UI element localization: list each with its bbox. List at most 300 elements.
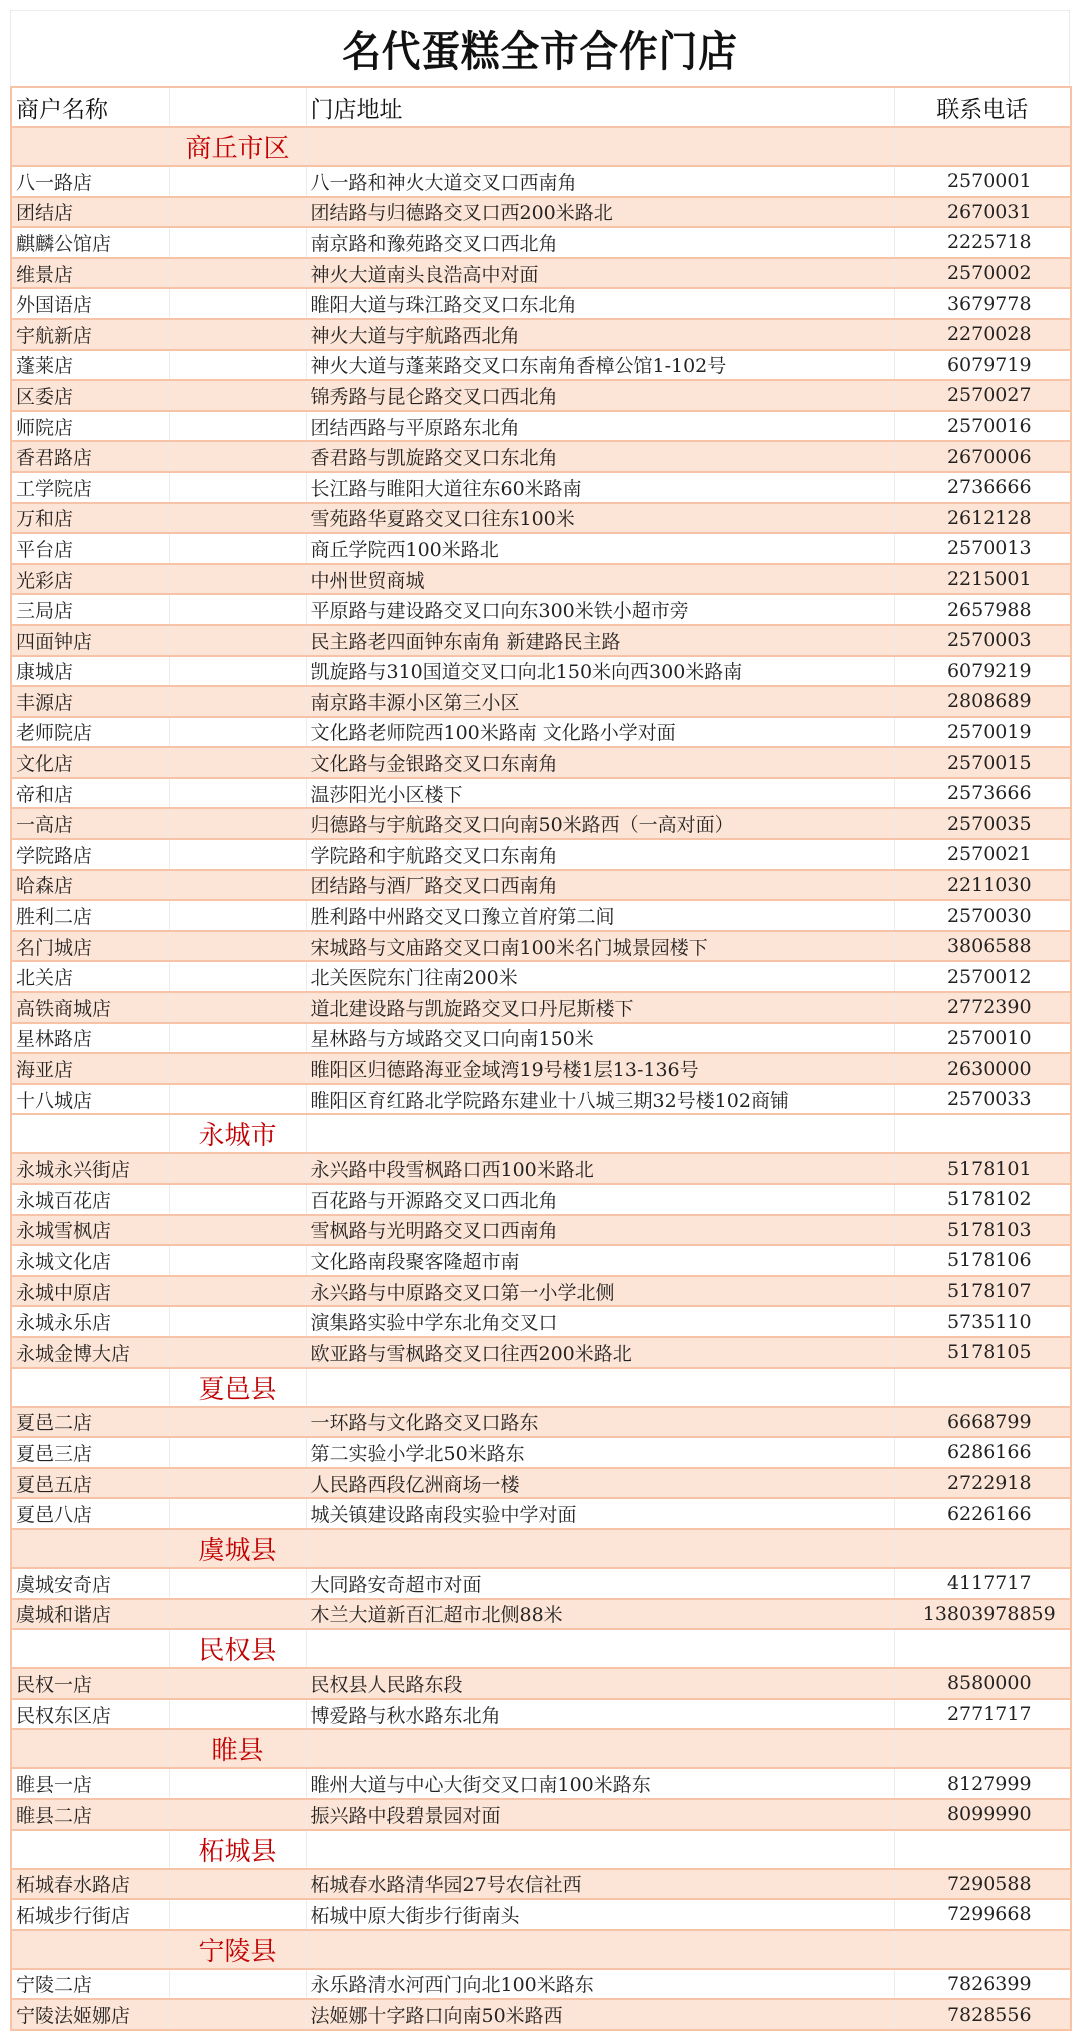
store-name-cell[interactable]: 十八城店 bbox=[11, 1084, 169, 1115]
table-row bbox=[11, 503, 1071, 534]
section-empty-cell[interactable] bbox=[306, 1529, 894, 1568]
section-empty-cell[interactable] bbox=[894, 1368, 1071, 1407]
store-phone-cell[interactable]: 5178105 bbox=[894, 1337, 1071, 1368]
empty-cell[interactable] bbox=[169, 1699, 306, 1730]
empty-cell[interactable] bbox=[169, 1306, 306, 1337]
table-row bbox=[11, 166, 1071, 197]
store-phone-cell[interactable]: 2722918 bbox=[894, 1468, 1071, 1499]
empty-cell[interactable] bbox=[169, 319, 306, 350]
store-address-cell[interactable]: 柘城春水路清华园27号农信社西 bbox=[306, 1869, 894, 1900]
store-table bbox=[10, 86, 1072, 2031]
store-phone-cell[interactable]: 6079219 bbox=[894, 656, 1071, 687]
store-name-cell[interactable]: 老师院店 bbox=[11, 717, 169, 748]
store-phone-cell[interactable]: 8580000 bbox=[894, 1668, 1071, 1699]
store-address-cell[interactable]: 法姬娜十字路口向南50米路西 bbox=[306, 1999, 894, 2030]
store-phone-cell[interactable]: 5178101 bbox=[894, 1153, 1071, 1184]
store-phone-cell[interactable]: 6079719 bbox=[894, 350, 1071, 381]
store-name-cell[interactable]: 宁陵法姬娜店 bbox=[11, 1999, 169, 2030]
store-name-cell[interactable]: 师院店 bbox=[11, 411, 169, 442]
store-address-cell[interactable]: 长江路与睢阳大道往东60米路南 bbox=[306, 472, 894, 503]
table-row bbox=[11, 656, 1071, 687]
store-phone-cell[interactable]: 2570027 bbox=[894, 380, 1071, 411]
section-empty-cell[interactable] bbox=[306, 1114, 894, 1153]
store-address-cell[interactable]: 平原路与建设路交叉口向东300米铁小超市旁 bbox=[306, 594, 894, 625]
store-phone-cell[interactable]: 2772390 bbox=[894, 992, 1071, 1023]
empty-cell[interactable] bbox=[169, 1215, 306, 1246]
table-row bbox=[11, 411, 1071, 442]
store-address-cell[interactable]: 第二实验小学北50米路东 bbox=[306, 1437, 894, 1468]
store-phone-cell[interactable]: 2215001 bbox=[894, 564, 1071, 595]
header-row bbox=[11, 87, 1071, 127]
store-name-cell[interactable]: 永城文化店 bbox=[11, 1245, 169, 1276]
table-row bbox=[11, 1568, 1071, 1599]
section-empty-cell[interactable] bbox=[894, 1930, 1071, 1969]
store-name-cell[interactable]: 柘城春水路店 bbox=[11, 1869, 169, 1900]
table-row bbox=[11, 1768, 1071, 1799]
table-row bbox=[11, 1023, 1071, 1054]
empty-cell[interactable] bbox=[169, 258, 306, 289]
empty-cell[interactable] bbox=[169, 1468, 306, 1499]
store-name-cell[interactable]: 香君路店 bbox=[11, 441, 169, 472]
store-name-cell[interactable]: 永城雪枫店 bbox=[11, 1215, 169, 1246]
store-phone-cell[interactable]: 2570002 bbox=[894, 258, 1071, 289]
store-address-cell[interactable]: 人民路西段亿洲商场一楼 bbox=[306, 1468, 894, 1499]
title-row[interactable] bbox=[10, 10, 1070, 86]
store-phone-cell[interactable]: 2225718 bbox=[894, 227, 1071, 258]
store-name-cell[interactable]: 永城永兴街店 bbox=[11, 1153, 169, 1184]
table-row bbox=[11, 288, 1071, 319]
store-phone-cell[interactable]: 5178103 bbox=[894, 1215, 1071, 1246]
store-name-cell[interactable]: 胜利二店 bbox=[11, 900, 169, 931]
store-name-cell[interactable]: 学院路店 bbox=[11, 839, 169, 870]
section-empty-cell[interactable] bbox=[894, 1529, 1071, 1568]
table-row bbox=[11, 1699, 1071, 1730]
empty-cell[interactable] bbox=[169, 1053, 306, 1084]
empty-cell[interactable] bbox=[169, 288, 306, 319]
store-name-cell[interactable]: 海亚店 bbox=[11, 1053, 169, 1084]
store-phone-cell[interactable]: 2612128 bbox=[894, 503, 1071, 534]
store-phone-cell[interactable]: 8127999 bbox=[894, 1768, 1071, 1799]
store-name-cell[interactable]: 永城金博大店 bbox=[11, 1337, 169, 1368]
store-address-cell[interactable]: 雪枫路与光明路交叉口西南角 bbox=[306, 1215, 894, 1246]
empty-cell[interactable] bbox=[169, 778, 306, 809]
store-name-cell[interactable]: 睢县二店 bbox=[11, 1799, 169, 1830]
store-phone-cell[interactable]: 13803978859 bbox=[894, 1599, 1071, 1630]
store-name-cell[interactable]: 帝和店 bbox=[11, 778, 169, 809]
empty-cell[interactable] bbox=[169, 1276, 306, 1307]
section-empty-cell[interactable] bbox=[894, 1114, 1071, 1153]
table-row bbox=[11, 441, 1071, 472]
empty-cell[interactable] bbox=[169, 1437, 306, 1468]
store-address-cell[interactable]: 雪苑路华夏路交叉口往东100米 bbox=[306, 503, 894, 534]
store-phone-cell[interactable]: 2570015 bbox=[894, 747, 1071, 778]
store-address-cell[interactable]: 胜利路中州路交叉口豫立首府第二间 bbox=[306, 900, 894, 931]
store-address-cell[interactable]: 温莎阳光小区楼下 bbox=[306, 778, 894, 809]
empty-cell[interactable] bbox=[169, 197, 306, 228]
table-row bbox=[11, 1084, 1071, 1115]
store-address-cell[interactable]: 柘城中原大街步行街南头 bbox=[306, 1899, 894, 1930]
store-name-cell[interactable]: 光彩店 bbox=[11, 564, 169, 595]
store-phone-cell[interactable]: 8099990 bbox=[894, 1799, 1071, 1830]
empty-cell[interactable] bbox=[169, 503, 306, 534]
section-empty-cell[interactable] bbox=[306, 1830, 894, 1869]
store-address-cell[interactable]: 学院路和宇航路交叉口东南角 bbox=[306, 839, 894, 870]
store-name-cell[interactable]: 宇航新店 bbox=[11, 319, 169, 350]
store-name-cell[interactable]: 哈森店 bbox=[11, 870, 169, 901]
empty-cell[interactable] bbox=[169, 227, 306, 258]
store-name-cell[interactable]: 星林路店 bbox=[11, 1023, 169, 1054]
section-label[interactable]: 宁陵县 bbox=[169, 1930, 306, 1969]
empty-cell[interactable] bbox=[169, 472, 306, 503]
empty-cell[interactable] bbox=[169, 1407, 306, 1438]
section-label[interactable]: 夏邑县 bbox=[169, 1368, 306, 1407]
table-row bbox=[11, 1799, 1071, 1830]
store-address-cell[interactable]: 博爱路与秋水路东北角 bbox=[306, 1699, 894, 1730]
table-row bbox=[11, 686, 1071, 717]
section-empty-cell[interactable] bbox=[894, 1729, 1071, 1768]
table-row bbox=[11, 564, 1071, 595]
store-phone-cell[interactable]: 2570001 bbox=[894, 166, 1071, 197]
empty-cell[interactable] bbox=[169, 717, 306, 748]
empty-cell[interactable] bbox=[169, 625, 306, 656]
empty-cell[interactable] bbox=[169, 533, 306, 564]
table-row bbox=[11, 1153, 1071, 1184]
store-address-cell[interactable]: 北关医院东门往南200米 bbox=[306, 961, 894, 992]
section-empty-cell[interactable] bbox=[11, 1114, 169, 1153]
store-phone-cell[interactable]: 2670006 bbox=[894, 441, 1071, 472]
empty-cell[interactable] bbox=[169, 961, 306, 992]
store-name-cell[interactable]: 团结店 bbox=[11, 197, 169, 228]
store-name-cell[interactable]: 文化店 bbox=[11, 747, 169, 778]
table-row bbox=[11, 1245, 1071, 1276]
empty-cell[interactable] bbox=[169, 1599, 306, 1630]
empty-cell[interactable] bbox=[169, 1337, 306, 1368]
store-address-cell[interactable]: 中州世贸商城 bbox=[306, 564, 894, 595]
empty-cell[interactable] bbox=[169, 1999, 306, 2030]
empty-cell[interactable] bbox=[169, 380, 306, 411]
store-name-cell[interactable]: 康城店 bbox=[11, 656, 169, 687]
section-label[interactable]: 柘城县 bbox=[169, 1830, 306, 1869]
empty-cell[interactable] bbox=[169, 564, 306, 595]
table-row bbox=[11, 1276, 1071, 1307]
store-name-cell[interactable]: 柘城步行街店 bbox=[11, 1899, 169, 1930]
table-row bbox=[11, 197, 1071, 228]
section-empty-cell[interactable] bbox=[11, 1729, 169, 1768]
store-address-cell[interactable]: 星林路与方域路交叉口向南150米 bbox=[306, 1023, 894, 1054]
store-phone-cell[interactable]: 7290588 bbox=[894, 1869, 1071, 1900]
empty-cell[interactable] bbox=[169, 1768, 306, 1799]
store-phone-cell[interactable]: 6286166 bbox=[894, 1437, 1071, 1468]
spreadsheet bbox=[10, 10, 1070, 2031]
empty-cell[interactable] bbox=[169, 870, 306, 901]
section-row bbox=[11, 1830, 1071, 1869]
table-row bbox=[11, 870, 1071, 901]
empty-cell[interactable] bbox=[169, 166, 306, 197]
table-row bbox=[11, 472, 1071, 503]
section-row bbox=[11, 1529, 1071, 1568]
store-address-cell[interactable]: 民权县人民路东段 bbox=[306, 1668, 894, 1699]
table-row bbox=[11, 258, 1071, 289]
section-label[interactable]: 睢县 bbox=[169, 1729, 306, 1768]
section-empty-cell[interactable] bbox=[306, 1930, 894, 1969]
store-name-cell[interactable]: 虞城安奇店 bbox=[11, 1568, 169, 1599]
store-phone-cell[interactable]: 3806588 bbox=[894, 931, 1071, 962]
empty-cell[interactable] bbox=[169, 656, 306, 687]
empty-cell[interactable] bbox=[169, 1799, 306, 1830]
store-name-cell[interactable]: 麒麟公馆店 bbox=[11, 227, 169, 258]
empty-cell[interactable] bbox=[169, 1245, 306, 1276]
empty-cell[interactable] bbox=[169, 1084, 306, 1115]
store-name-cell[interactable]: 平台店 bbox=[11, 533, 169, 564]
empty-cell[interactable] bbox=[169, 411, 306, 442]
store-address-cell[interactable]: 演集路实验中学东北角交叉口 bbox=[306, 1306, 894, 1337]
store-address-cell[interactable]: 团结西路与平原路东北角 bbox=[306, 411, 894, 442]
section-row bbox=[11, 1629, 1071, 1668]
store-address-cell[interactable]: 南京路和豫苑路交叉口西北角 bbox=[306, 227, 894, 258]
section-empty-cell[interactable] bbox=[894, 1830, 1071, 1869]
empty-cell[interactable] bbox=[169, 808, 306, 839]
store-address-cell[interactable]: 商丘学院西100米路北 bbox=[306, 533, 894, 564]
store-address-cell[interactable]: 永乐路清水河西门向北100米路东 bbox=[306, 1969, 894, 2000]
table-row bbox=[11, 961, 1071, 992]
section-empty-cell[interactable] bbox=[894, 1629, 1071, 1668]
store-phone-cell[interactable]: 6226166 bbox=[894, 1498, 1071, 1529]
store-address-cell[interactable]: 永兴路中段雪枫路口西100米路北 bbox=[306, 1153, 894, 1184]
store-phone-cell[interactable]: 7826399 bbox=[894, 1969, 1071, 2000]
store-phone-cell[interactable]: 2570030 bbox=[894, 900, 1071, 931]
section-empty-cell[interactable] bbox=[11, 1368, 169, 1407]
store-address-cell[interactable]: 永兴路与中原路交叉口第一小学北侧 bbox=[306, 1276, 894, 1307]
store-address-cell[interactable]: 一环路与文化路交叉口路东 bbox=[306, 1407, 894, 1438]
section-row bbox=[11, 127, 1071, 166]
store-phone-cell[interactable]: 2570016 bbox=[894, 411, 1071, 442]
store-phone-cell[interactable]: 3679778 bbox=[894, 288, 1071, 319]
store-name-cell[interactable]: 万和店 bbox=[11, 503, 169, 534]
store-address-cell[interactable]: 神火大道与宇航路西北角 bbox=[306, 319, 894, 350]
store-address-cell[interactable]: 城关镇建设路南段实验中学对面 bbox=[306, 1498, 894, 1529]
table-row bbox=[11, 747, 1071, 778]
store-name-cell[interactable]: 维景店 bbox=[11, 258, 169, 289]
section-label[interactable]: 商丘市区 bbox=[169, 127, 306, 166]
store-name-cell[interactable]: 夏邑二店 bbox=[11, 1407, 169, 1438]
header-empty-cell[interactable] bbox=[169, 87, 306, 127]
store-address-cell[interactable]: 凯旋路与310国道交叉口向北150米向西300米路南 bbox=[306, 656, 894, 687]
store-address-cell[interactable]: 文化路老师院西100米路南 文化路小学对面 bbox=[306, 717, 894, 748]
empty-cell[interactable] bbox=[169, 1899, 306, 1930]
section-row bbox=[11, 1930, 1071, 1969]
table-row bbox=[11, 380, 1071, 411]
store-phone-cell[interactable]: 7299668 bbox=[894, 1899, 1071, 1930]
table-row bbox=[11, 931, 1071, 962]
empty-cell[interactable] bbox=[169, 992, 306, 1023]
store-name-cell[interactable]: 四面钟店 bbox=[11, 625, 169, 656]
header-merchant-name[interactable]: 商户名称 bbox=[11, 87, 169, 127]
table-row bbox=[11, 717, 1071, 748]
empty-cell[interactable] bbox=[169, 1869, 306, 1900]
table-row bbox=[11, 1407, 1071, 1438]
store-name-cell[interactable]: 睢县一店 bbox=[11, 1768, 169, 1799]
store-phone-cell[interactable]: 2670031 bbox=[894, 197, 1071, 228]
store-phone-cell[interactable]: 2573666 bbox=[894, 778, 1071, 809]
section-empty-cell[interactable] bbox=[11, 1830, 169, 1869]
empty-cell[interactable] bbox=[169, 747, 306, 778]
empty-cell[interactable] bbox=[169, 1568, 306, 1599]
store-address-cell[interactable]: 睢阳区育红路北学院路东建业十八城三期32号楼102商铺 bbox=[306, 1084, 894, 1115]
store-name-cell[interactable]: 区委店 bbox=[11, 380, 169, 411]
store-phone-cell[interactable]: 2211030 bbox=[894, 870, 1071, 901]
store-address-cell[interactable]: 南京路丰源小区第三小区 bbox=[306, 686, 894, 717]
store-address-cell[interactable]: 睢州大道与中心大街交叉口南100米路东 bbox=[306, 1768, 894, 1799]
section-empty-cell[interactable] bbox=[11, 127, 169, 166]
store-address-cell[interactable]: 大同路安奇超市对面 bbox=[306, 1568, 894, 1599]
section-empty-cell[interactable] bbox=[306, 1629, 894, 1668]
empty-cell[interactable] bbox=[169, 1184, 306, 1215]
store-name-cell[interactable]: 北关店 bbox=[11, 961, 169, 992]
store-address-cell[interactable]: 百花路与开源路交叉口西北角 bbox=[306, 1184, 894, 1215]
store-name-cell[interactable]: 夏邑五店 bbox=[11, 1468, 169, 1499]
store-phone-cell[interactable]: 4117717 bbox=[894, 1568, 1071, 1599]
store-phone-cell[interactable]: 2570010 bbox=[894, 1023, 1071, 1054]
store-name-cell[interactable]: 三局店 bbox=[11, 594, 169, 625]
store-address-cell[interactable]: 香君路与凯旋路交叉口东北角 bbox=[306, 441, 894, 472]
store-address-cell[interactable]: 文化路与金银路交叉口东南角 bbox=[306, 747, 894, 778]
table-row bbox=[11, 1999, 1071, 2030]
store-phone-cell[interactable]: 2570033 bbox=[894, 1084, 1071, 1115]
empty-cell[interactable] bbox=[169, 686, 306, 717]
table-row bbox=[11, 227, 1071, 258]
table-row bbox=[11, 533, 1071, 564]
store-name-cell[interactable]: 民权一店 bbox=[11, 1668, 169, 1699]
section-label[interactable]: 虞城县 bbox=[169, 1529, 306, 1568]
table-row bbox=[11, 839, 1071, 870]
section-row bbox=[11, 1729, 1071, 1768]
store-phone-cell[interactable]: 7828556 bbox=[894, 1999, 1071, 2030]
store-phone-cell[interactable]: 2570019 bbox=[894, 717, 1071, 748]
store-address-cell[interactable]: 欧亚路与雪枫路交叉口往西200米路北 bbox=[306, 1337, 894, 1368]
table-row bbox=[11, 350, 1071, 381]
store-phone-cell[interactable]: 5178102 bbox=[894, 1184, 1071, 1215]
store-address-cell[interactable]: 归德路与宇航路交叉口向南50米路西（一高对面） bbox=[306, 808, 894, 839]
store-phone-cell[interactable]: 2630000 bbox=[894, 1053, 1071, 1084]
table-row bbox=[11, 1498, 1071, 1529]
empty-cell[interactable] bbox=[169, 900, 306, 931]
store-phone-cell[interactable]: 2570021 bbox=[894, 839, 1071, 870]
store-address-cell[interactable]: 民主路老四面钟东南角 新建路民主路 bbox=[306, 625, 894, 656]
store-address-cell[interactable]: 宋城路与文庙路交叉口南100米名门城景园楼下 bbox=[306, 931, 894, 962]
store-phone-cell[interactable]: 6668799 bbox=[894, 1407, 1071, 1438]
store-phone-cell[interactable]: 5178107 bbox=[894, 1276, 1071, 1307]
page-title: 名代蛋糕全市合作门店 bbox=[342, 26, 738, 76]
store-phone-cell[interactable]: 2570035 bbox=[894, 808, 1071, 839]
header-store-address[interactable]: 门店地址 bbox=[306, 87, 894, 127]
empty-cell[interactable] bbox=[169, 594, 306, 625]
store-address-cell[interactable]: 振兴路中段碧景园对面 bbox=[306, 1799, 894, 1830]
empty-cell[interactable] bbox=[169, 1969, 306, 2000]
empty-cell[interactable] bbox=[169, 839, 306, 870]
store-address-cell[interactable]: 团结路与归德路交叉口西200米路北 bbox=[306, 197, 894, 228]
store-phone-cell[interactable]: 2736666 bbox=[894, 472, 1071, 503]
section-empty-cell[interactable] bbox=[11, 1930, 169, 1969]
table-row bbox=[11, 1437, 1071, 1468]
store-address-cell[interactable]: 八一路和神火大道交叉口西南角 bbox=[306, 166, 894, 197]
section-empty-cell[interactable] bbox=[11, 1529, 169, 1568]
empty-cell[interactable] bbox=[169, 1498, 306, 1529]
store-name-cell[interactable]: 名门城店 bbox=[11, 931, 169, 962]
store-address-cell[interactable]: 神火大道与蓬莱路交叉口东南角香樟公馆1-102号 bbox=[306, 350, 894, 381]
section-row bbox=[11, 1368, 1071, 1407]
store-name-cell[interactable]: 丰源店 bbox=[11, 686, 169, 717]
table-row bbox=[11, 1053, 1071, 1084]
table-row bbox=[11, 1215, 1071, 1246]
section-label[interactable]: 民权县 bbox=[169, 1629, 306, 1668]
section-empty-cell[interactable] bbox=[306, 1368, 894, 1407]
store-name-cell[interactable]: 虞城和谐店 bbox=[11, 1599, 169, 1630]
empty-cell[interactable] bbox=[169, 1668, 306, 1699]
store-name-cell[interactable]: 永城中原店 bbox=[11, 1276, 169, 1307]
table-row bbox=[11, 1306, 1071, 1337]
header-contact-phone[interactable]: 联系电话 bbox=[894, 87, 1071, 127]
store-phone-cell[interactable]: 2771717 bbox=[894, 1699, 1071, 1730]
table-row bbox=[11, 992, 1071, 1023]
store-name-cell[interactable]: 八一路店 bbox=[11, 166, 169, 197]
store-name-cell[interactable]: 一高店 bbox=[11, 808, 169, 839]
store-name-cell[interactable]: 夏邑八店 bbox=[11, 1498, 169, 1529]
store-name-cell[interactable]: 高铁商城店 bbox=[11, 992, 169, 1023]
store-phone-cell[interactable]: 2808689 bbox=[894, 686, 1071, 717]
store-name-cell[interactable]: 永城永乐店 bbox=[11, 1306, 169, 1337]
store-name-cell[interactable]: 民权东区店 bbox=[11, 1699, 169, 1730]
section-empty-cell[interactable] bbox=[894, 127, 1071, 166]
store-address-cell[interactable]: 神火大道南头良浩高中对面 bbox=[306, 258, 894, 289]
empty-cell[interactable] bbox=[169, 1153, 306, 1184]
store-address-cell[interactable]: 木兰大道新百汇超市北侧88米 bbox=[306, 1599, 894, 1630]
store-phone-cell[interactable]: 2570012 bbox=[894, 961, 1071, 992]
table-row bbox=[11, 1468, 1071, 1499]
empty-cell[interactable] bbox=[169, 350, 306, 381]
store-phone-cell[interactable]: 5178106 bbox=[894, 1245, 1071, 1276]
store-address-cell[interactable]: 锦秀路与昆仑路交叉口西北角 bbox=[306, 380, 894, 411]
store-address-cell[interactable]: 睢阳区归德路海亚金域湾19号楼1层13-136号 bbox=[306, 1053, 894, 1084]
store-address-cell[interactable]: 团结路与酒厂路交叉口西南角 bbox=[306, 870, 894, 901]
store-address-cell[interactable]: 睢阳大道与珠江路交叉口东北角 bbox=[306, 288, 894, 319]
store-address-cell[interactable]: 道北建设路与凯旋路交叉口丹尼斯楼下 bbox=[306, 992, 894, 1023]
section-label[interactable]: 永城市 bbox=[169, 1114, 306, 1153]
table-row bbox=[11, 1599, 1071, 1630]
store-phone-cell[interactable]: 5735110 bbox=[894, 1306, 1071, 1337]
section-empty-cell[interactable] bbox=[306, 127, 894, 166]
section-empty-cell[interactable] bbox=[11, 1629, 169, 1668]
store-name-cell[interactable]: 夏邑三店 bbox=[11, 1437, 169, 1468]
empty-cell[interactable] bbox=[169, 441, 306, 472]
store-phone-cell[interactable]: 2657988 bbox=[894, 594, 1071, 625]
table-row bbox=[11, 808, 1071, 839]
store-name-cell[interactable]: 永城百花店 bbox=[11, 1184, 169, 1215]
store-name-cell[interactable]: 外国语店 bbox=[11, 288, 169, 319]
store-address-cell[interactable]: 文化路南段聚客隆超市南 bbox=[306, 1245, 894, 1276]
table-row bbox=[11, 625, 1071, 656]
store-phone-cell[interactable]: 2570013 bbox=[894, 533, 1071, 564]
table-row bbox=[11, 1337, 1071, 1368]
store-phone-cell[interactable]: 2270028 bbox=[894, 319, 1071, 350]
store-name-cell[interactable]: 蓬莱店 bbox=[11, 350, 169, 381]
empty-cell[interactable] bbox=[169, 1023, 306, 1054]
store-name-cell[interactable]: 宁陵二店 bbox=[11, 1969, 169, 2000]
section-row bbox=[11, 1114, 1071, 1153]
store-name-cell[interactable]: 工学院店 bbox=[11, 472, 169, 503]
store-phone-cell[interactable]: 2570003 bbox=[894, 625, 1071, 656]
section-empty-cell[interactable] bbox=[306, 1729, 894, 1768]
empty-cell[interactable] bbox=[169, 931, 306, 962]
